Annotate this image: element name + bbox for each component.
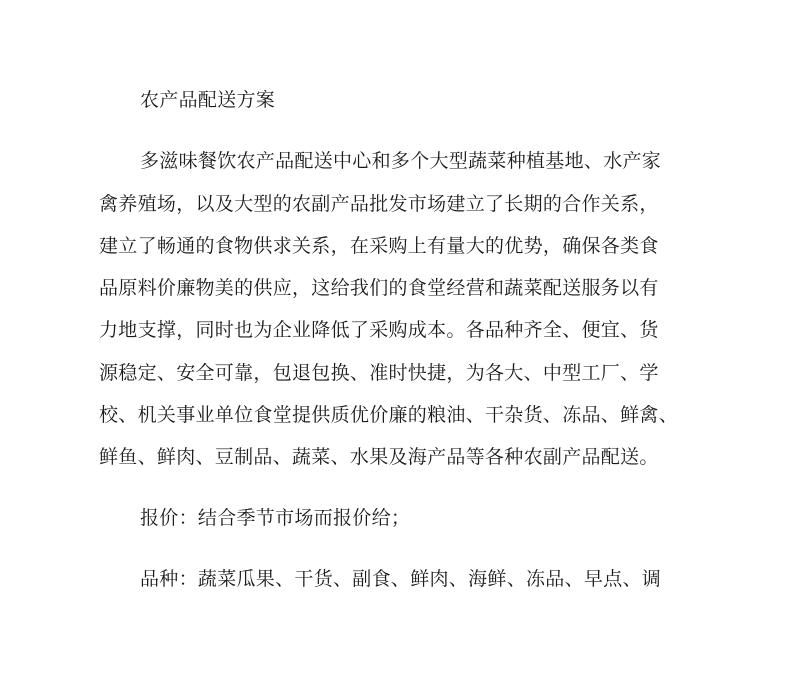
paragraph-line: 品原料价廉物美的供应，这给我们的食堂经营和蔬菜配送服务以有 [99,277,659,299]
varieties-line: 品种：蔬菜瓜果、干货、副食、鲜肉、海鲜、冻品、早点、调 [140,568,662,590]
paragraph-line: 多滋味餐饮农产品配送中心和多个大型蔬菜种植基地、水产家 [140,150,662,172]
paragraph-line: 源稳定、安全可靠，包退包换、准时快捷，为各大、中型工厂、学 [99,362,659,384]
pricing-line: 报价：结合季节市场而报价给； [140,507,411,529]
paragraph-line: 校、机关事业单位食堂提供质优价廉的粮油、干杂货、冻品、鲜禽、 [99,404,679,426]
document-title: 农产品配送方案 [140,89,276,111]
paragraph-line: 禽养殖场，以及大型的农副产品批发市场建立了长期的合作关系， [99,193,659,215]
paragraph-line: 建立了畅通的食物供求关系，在采购上有量大的优势，确保各类食 [99,235,659,257]
paragraph-line: 力地支撑，同时也为企业降低了采购成本。各品种齐全、便宜、货 [99,319,659,341]
paragraph-line: 鲜鱼、鲜肉、豆制品、蔬菜、水果及海产品等各种农副产品配送。 [99,446,659,468]
